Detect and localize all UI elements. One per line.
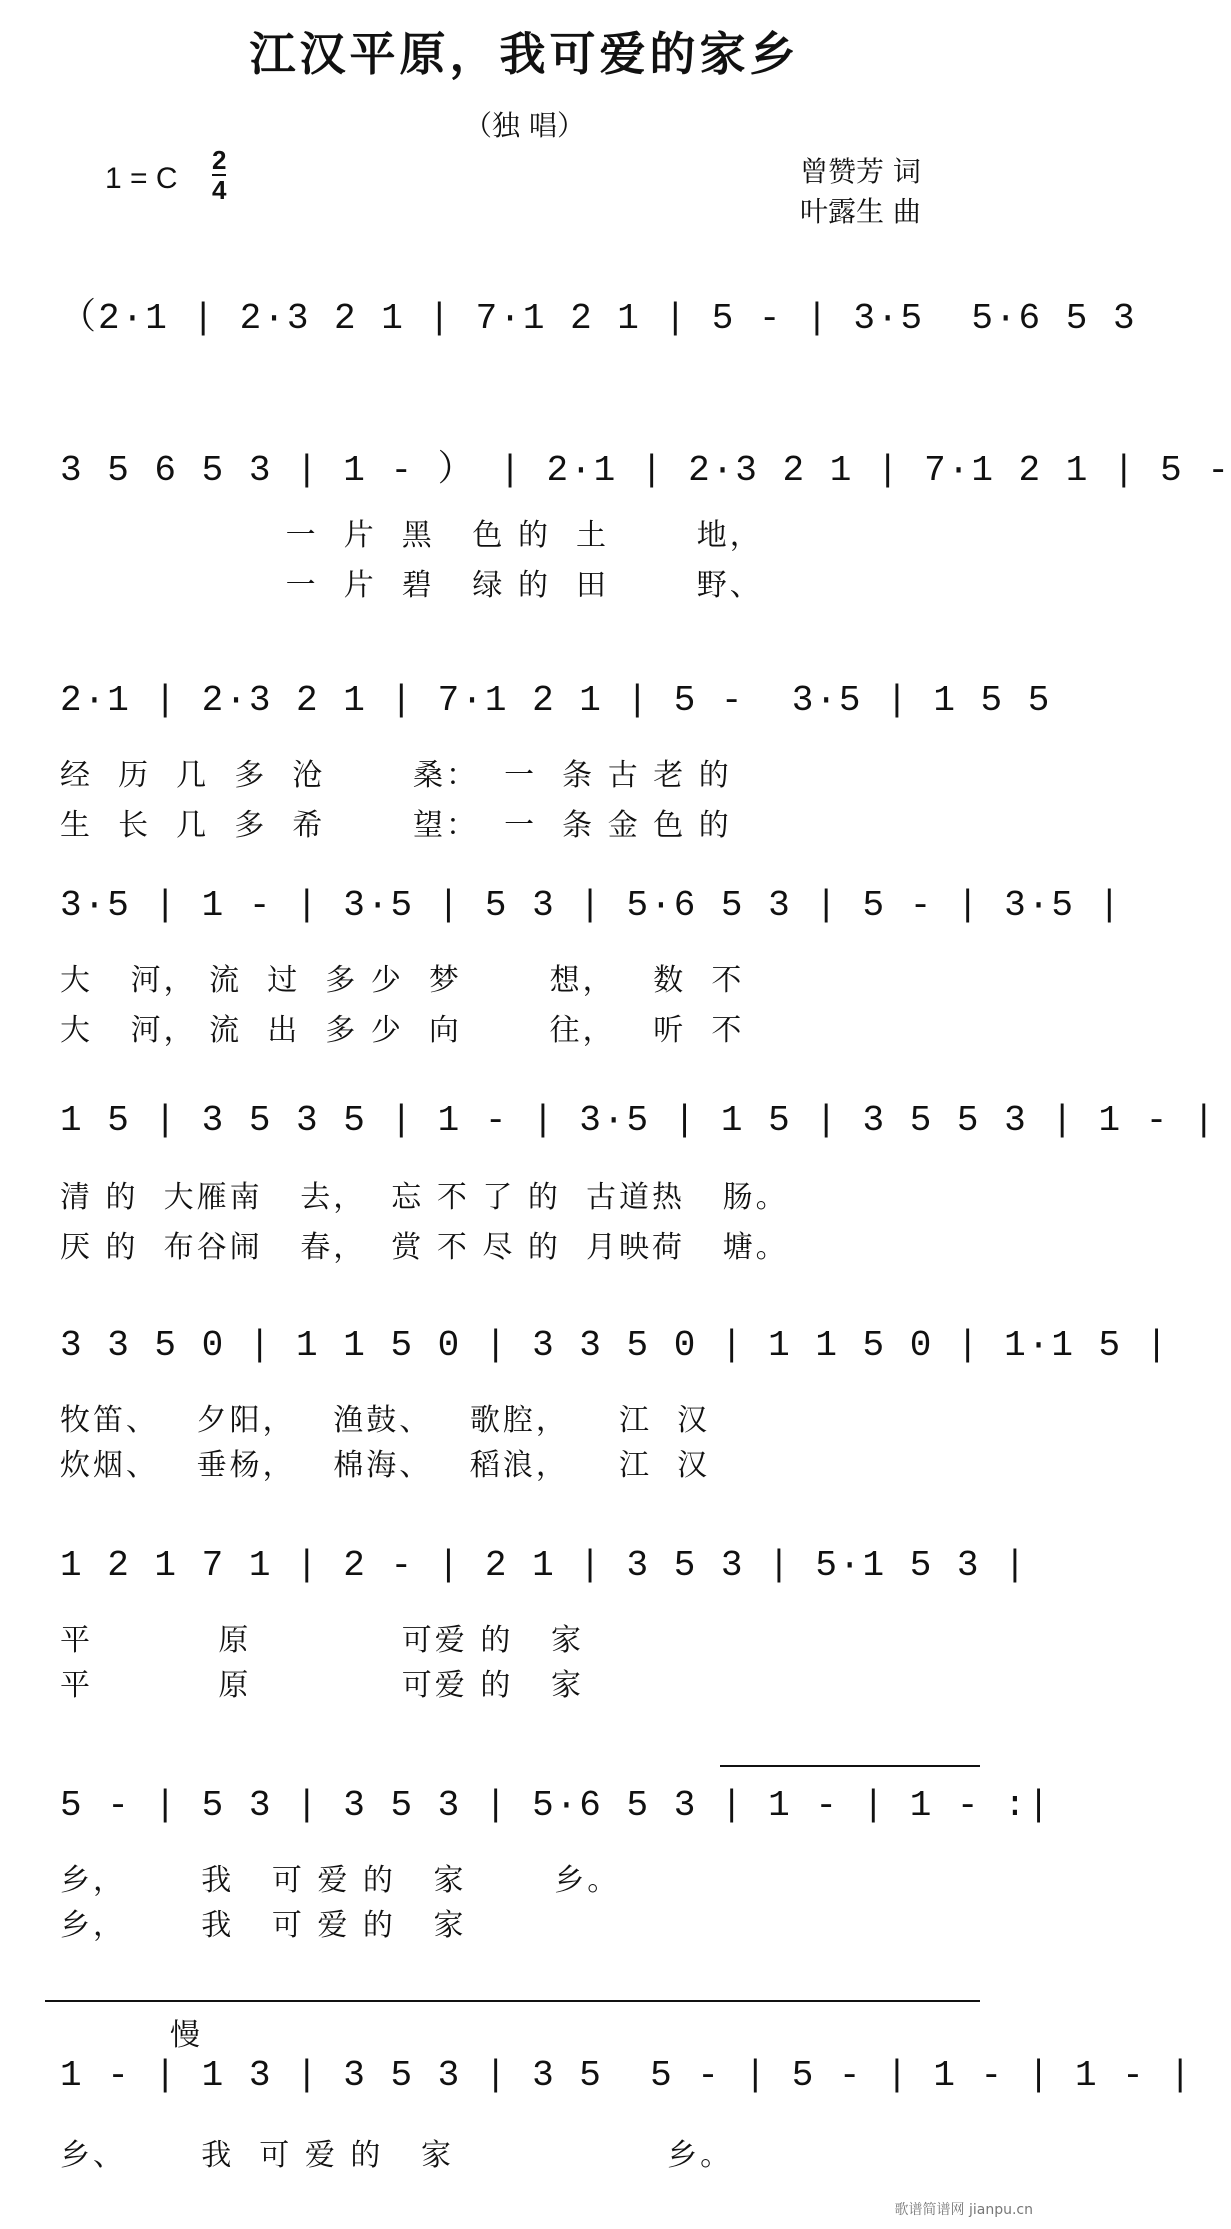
- notation-line-3: 2·1 | 2·3 2 1 | 7·1 2 1 | 5 - 3·5 | 1 5 5: [60, 680, 1052, 721]
- key-signature: 1 = C: [105, 162, 178, 195]
- notation-line-1: （2·1 | 2·3 2 1 | 7·1 2 1 | 5 - | 3·5 5·6 5 3: [60, 298, 1137, 339]
- composer-credit: 叶露生 曲: [800, 195, 921, 228]
- lyric-line-6a: 牧笛、 夕阳， 渔鼓、 歌腔， 江 汉: [60, 1403, 711, 1438]
- notation-line-7: 1 2 1 7 1 | 2 - | 2 1 | 3 5 3 | 5·1 5 3 |: [60, 1545, 1028, 1586]
- meter-top: 2: [212, 145, 227, 175]
- song-title: 江汉平原，我可爱的家乡: [249, 27, 800, 81]
- lyric-line-5a: 清 的 大雁南 去， 忘 不 了 的 古道热 肠。: [60, 1180, 789, 1215]
- notation-line-9: 1 - | 1 3 | 3 5 3 | 3 5 5 - | 5 - | 1 - | 1 - |: [60, 2055, 1193, 2096]
- lyric-line-6b: 炊烟、 垂杨， 棉海、 稻浪， 江 汉: [60, 1448, 711, 1483]
- notation-line-2: 3 5 6 5 3 | 1 - ） | 2·1 | 2·3 2 1 | 7·1 2 1 | 5 -: [60, 450, 1231, 491]
- time-signature: [212, 146, 226, 204]
- lyric-line-2b: 一 片 碧 绿 的 田 野、: [60, 568, 763, 603]
- notation-line-6: 3 3 5 0 | 1 1 5 0 | 3 3 5 0 | 1 1 5 0 | 1·1 5 |: [60, 1325, 1170, 1366]
- meter-bottom: 4: [212, 175, 227, 205]
- credits: [800, 152, 921, 232]
- watermark: 歌谱简谱网 jianpu.cn: [894, 2202, 1033, 2218]
- lyric-line-7b: 平 原 可爱 的 家: [60, 1668, 584, 1703]
- second-ending-bracket: [45, 2000, 980, 2002]
- lyric-line-4a: 大 河， 流 过 多 少 梦 想， 数 不: [60, 963, 745, 998]
- lyric-line-3a: 经 历 几 多 沧 桑： 一 条 古 老 的: [60, 758, 732, 793]
- song-subtitle: （独 唱）: [464, 109, 585, 142]
- lyric-line-9a: 乡、 我 可 爱 的 家 乡。: [60, 2138, 734, 2173]
- notation-line-5: 1 5 | 3 5 3 5 | 1 - | 3·5 | 1 5 | 3 5 5 3 | 1 - |: [60, 1100, 1217, 1141]
- first-ending-bracket: [720, 1765, 980, 1767]
- lyric-line-3b: 生 长 几 多 希 望： 一 条 金 色 的: [60, 808, 732, 843]
- lyric-line-8a: 乡， 我 可 爱 的 家 乡。: [60, 1863, 621, 1898]
- tempo-mark: 慢: [170, 2018, 200, 2053]
- lyric-line-7a: 平 原 可爱 的 家: [60, 1623, 584, 1658]
- lyricist-credit: 曾赞芳 词: [800, 155, 921, 188]
- lyric-line-8b: 乡， 我 可 爱 的 家: [60, 1908, 467, 1943]
- lyric-line-4b: 大 河， 流 出 多 少 向 往， 听 不: [60, 1013, 745, 1048]
- lyric-line-2a: 一 片 黑 色 的 土 地，: [60, 518, 763, 553]
- lyric-line-5b: 厌 的 布谷闹 春， 赏 不 尽 的 月映荷 塘。: [60, 1230, 789, 1265]
- notation-line-4: 3·5 | 1 - | 3·5 | 5 3 | 5·6 5 3 | 5 - | 3·5 |: [60, 885, 1123, 926]
- notation-line-8: 5 - | 5 3 | 3 5 3 | 5·6 5 3 | 1 - | 1 - :|: [60, 1785, 1052, 1826]
